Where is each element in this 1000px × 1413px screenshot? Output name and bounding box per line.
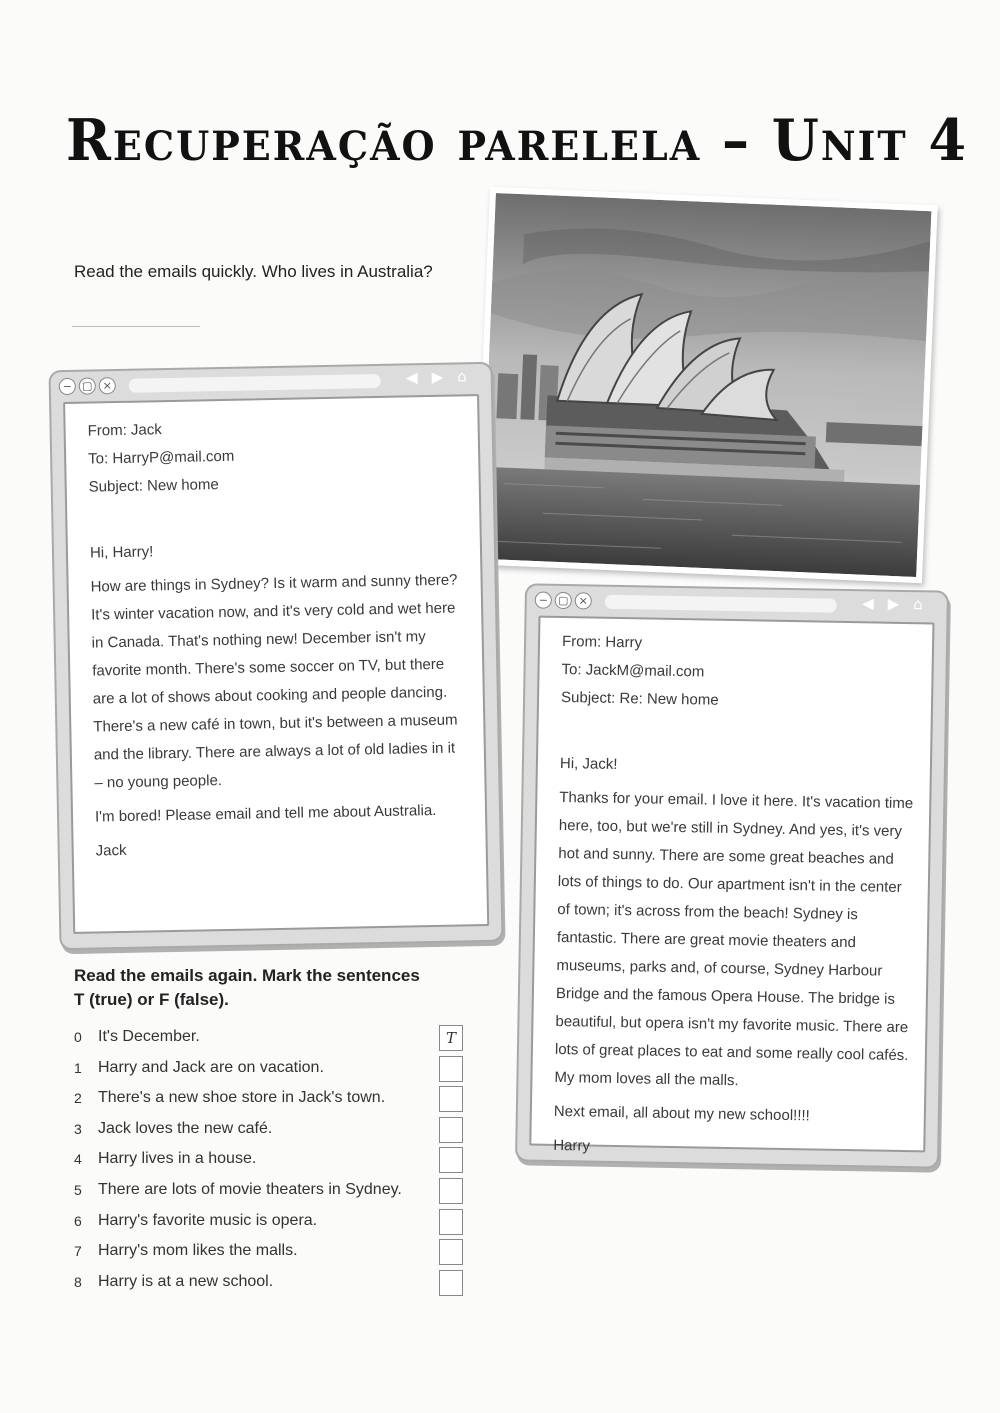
task1-answer-line[interactable] <box>72 326 200 327</box>
answer-box[interactable] <box>439 1147 463 1173</box>
email-window-jack <box>48 362 503 950</box>
email-greeting: Hi, Jack! <box>559 754 618 773</box>
email-subject: Subject: New home <box>88 476 219 496</box>
window-titlebar <box>527 585 947 620</box>
email-greeting: Hi, Harry! <box>89 543 154 562</box>
answer-box[interactable] <box>439 1056 463 1082</box>
true-false-list <box>74 1023 474 1298</box>
item-text: Harry lives in a house. <box>98 1150 257 1168</box>
email-signature: Jack <box>95 841 127 860</box>
item-number: 6 <box>74 1212 82 1229</box>
item-text: It's December. <box>98 1028 200 1045</box>
page-title: Recuperação parelela – Unit 4 <box>66 106 969 174</box>
email-body-harry <box>529 616 934 1153</box>
item-text: Harry is at a new school. <box>98 1272 274 1290</box>
nav-buttons <box>406 367 481 386</box>
item-text: Jack loves the new café. <box>98 1119 273 1137</box>
email-body-jack <box>63 394 489 934</box>
maximize-icon[interactable]: ▢ <box>555 592 572 609</box>
email-closing: Next email, all about my new school!!!! <box>553 1102 810 1125</box>
item-number: 1 <box>74 1059 82 1076</box>
email-paragraph: Thanks for your email. I love it here. It's vacation time here, too, but we're still in Sydney. And yes, it's very hot and sunny. There are some great beaches and lots of things to do. Our apartment isn't in the center of town; it's across from the beach! Sydney is fantastic. There are great movie theaters and museums, parks and, of course, Sydney Harbour Bridge and the famous Opera House. The bridge is beautiful, but opera isn't my favorite music. There are lots of great places to eat and some really cool cafés. My mom loves all the malls. <box>554 788 914 1090</box>
item-text: Harry and Jack are on vacation. <box>98 1058 324 1076</box>
answer-box[interactable] <box>439 1117 463 1143</box>
answer-box[interactable] <box>439 1239 463 1265</box>
answer-box[interactable]: T <box>439 1025 463 1051</box>
item-text: There's a new shoe store in Jack's town. <box>98 1089 386 1107</box>
list-item <box>74 1237 474 1268</box>
list-item <box>74 1176 474 1207</box>
maximize-icon[interactable]: ▢ <box>79 377 96 394</box>
task2-instruction-line2: T (true) or F (false). <box>74 990 229 1009</box>
back-arrow-icon[interactable]: ◀ <box>861 594 888 613</box>
close-icon[interactable]: × <box>575 592 592 609</box>
list-item <box>74 1084 474 1115</box>
list-item <box>74 1268 474 1299</box>
item-number: 7 <box>74 1243 82 1260</box>
home-icon[interactable]: ⌂ <box>456 367 481 386</box>
answer-box[interactable] <box>439 1209 463 1235</box>
list-item <box>74 1115 474 1146</box>
list-item <box>74 1207 474 1238</box>
forward-arrow-icon[interactable]: ▶ <box>887 594 914 614</box>
list-item <box>74 1023 474 1054</box>
task1-instruction: Read the emails quickly. Who lives in Australia? <box>74 262 433 281</box>
forward-arrow-icon[interactable]: ▶ <box>431 367 458 386</box>
answer-box[interactable] <box>439 1270 463 1296</box>
close-icon[interactable]: × <box>99 377 116 394</box>
email-to: To: HarryP@mail.com <box>88 447 235 468</box>
email-subject: Subject: Re: New home <box>560 688 719 709</box>
item-text: There are lots of movie theaters in Sydney. <box>98 1180 402 1198</box>
item-text: Harry's favorite music is opera. <box>98 1211 318 1229</box>
item-number: 3 <box>74 1120 82 1137</box>
address-bar[interactable] <box>129 374 381 393</box>
email-from: From: Jack <box>87 421 162 440</box>
email-paragraph: How are things in Sydney? Is it warm and sunny there? It's winter vacation now, and it's very cold and wet here in Canada. That's nothing new! December isn't my favorite month. There's some soccer on TV, but there are a lot of shows about cooking and people dancing. There's a new café in town, but it's between a museum and the library. There are always a lot of old ladies in it – no young people. <box>90 571 458 792</box>
email-signature: Harry <box>553 1136 591 1155</box>
item-number: 2 <box>74 1090 82 1107</box>
email-to: To: JackM@mail.com <box>561 660 705 681</box>
nav-buttons <box>862 594 937 613</box>
item-number: 0 <box>74 1029 82 1045</box>
minimize-icon[interactable]: − <box>535 592 552 609</box>
task2-instruction-line1: Read the emails again. Mark the sentences <box>74 966 420 985</box>
email-from: From: Harry <box>561 632 643 652</box>
email-closing: I'm bored! Please email and tell me about Australia. <box>94 801 437 826</box>
back-arrow-icon[interactable]: ◀ <box>405 367 432 387</box>
address-bar[interactable] <box>605 595 837 613</box>
list-item <box>74 1145 474 1176</box>
email-window-harry <box>515 583 949 1168</box>
answer-box[interactable] <box>439 1178 463 1204</box>
item-number: 4 <box>74 1151 82 1168</box>
minimize-icon[interactable]: − <box>59 378 76 395</box>
item-number: 5 <box>74 1181 82 1198</box>
sydney-opera-house-photo <box>474 187 937 583</box>
opera-house-image <box>481 193 932 577</box>
item-number: 8 <box>74 1273 82 1290</box>
answer-box[interactable] <box>439 1086 463 1112</box>
list-item <box>74 1054 474 1085</box>
task2-instruction <box>74 964 420 1012</box>
item-text: Harry's mom likes the malls. <box>98 1242 298 1260</box>
home-icon[interactable]: ⌂ <box>913 595 937 614</box>
